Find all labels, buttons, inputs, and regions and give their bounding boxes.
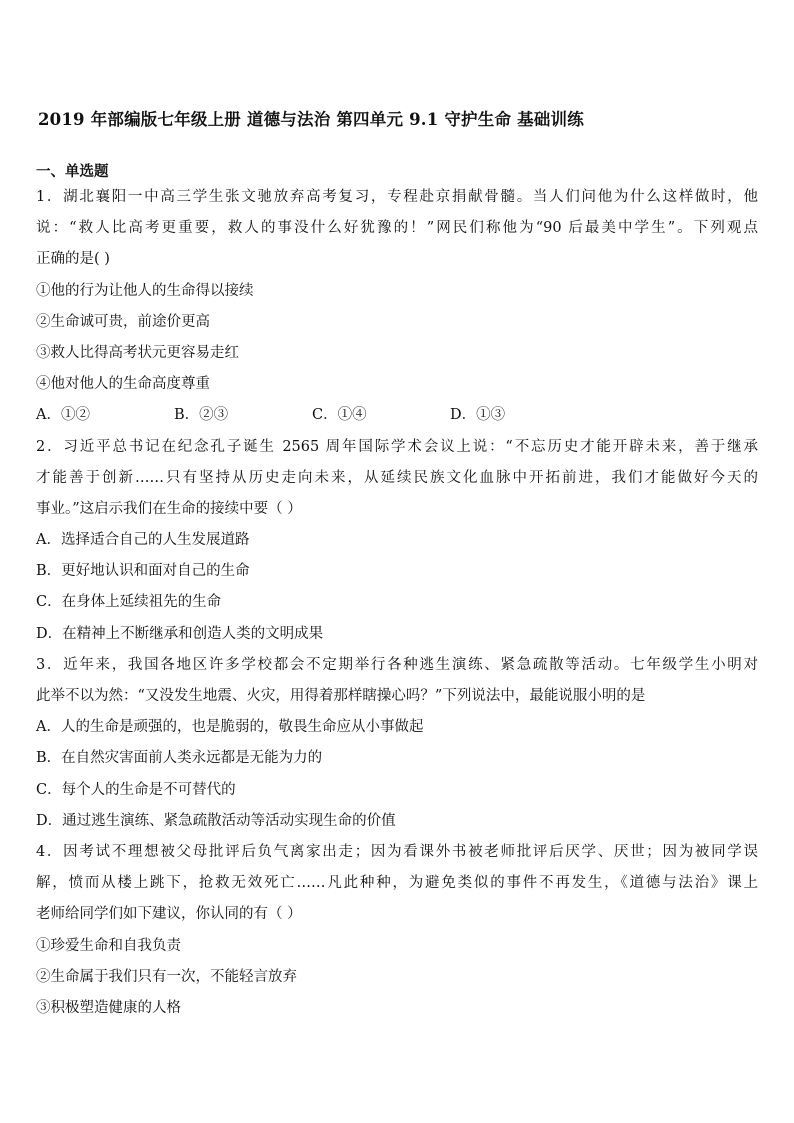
question-stem-line: 1．湖北襄阳一中高三学生张文驰放弃高考复习，专程赴京捐献骨髓。当人们问他为什么这样做时，他 bbox=[36, 189, 758, 205]
statement: ④他对他人的生命高度尊重 bbox=[36, 376, 210, 393]
question-4 bbox=[36, 839, 758, 1026]
option-d: D．在精神上不断继承和创造人类的文明成果 bbox=[36, 625, 324, 642]
option-d: D．①③ bbox=[450, 407, 506, 424]
option-row bbox=[36, 402, 758, 433]
statement: ①他的行为让他人的生命得以接续 bbox=[36, 282, 254, 299]
option-c: C．每个人的生命是不可替代的 bbox=[36, 781, 236, 798]
option-c: C．在身体上延续祖先的生命 bbox=[36, 594, 222, 611]
question-stem-line: 正确的是( ) bbox=[36, 251, 110, 268]
statement: ③积极塑造健康的人格 bbox=[36, 999, 181, 1016]
option-b: B．更好地认识和面对自己的生命 bbox=[36, 563, 250, 580]
statement: ①珍爱生命和自我负责 bbox=[36, 937, 181, 954]
question-stem-line: 解，愤而从楼上跳下，抢救无效死亡……凡此种种，为避免类似的事件不再发生，《道德与法治》课上 bbox=[36, 875, 758, 892]
question-3 bbox=[36, 652, 758, 839]
question-stem-line: 此举不以为然：“又没发生地震、火灾，用得着那样瞎操心吗？”下列说法中，最能说服小明的是 bbox=[36, 688, 646, 704]
statement: ③救人比得高考状元更容易走红 bbox=[36, 344, 239, 361]
questions-body bbox=[36, 184, 758, 1026]
question-1 bbox=[36, 184, 758, 434]
question-stem-line: 事业。”这启示我们在生命的接续中要（ ） bbox=[36, 500, 302, 517]
question-2 bbox=[36, 434, 758, 652]
option-a: A．人的生命是顽强的，也是脆弱的，敬畏生命应从小事做起 bbox=[36, 719, 424, 736]
question-stem-line: 老师给同学们如下建议，你认同的有（ ） bbox=[36, 906, 302, 923]
option-d: D．通过逃生演练、紧急疏散活动等活动实现生命的价值 bbox=[36, 812, 396, 829]
option-b: B．②③ bbox=[174, 407, 229, 424]
question-stem-line: 3．近年来，我国各地区许多学校都会不定期举行各种逃生演练、紧急疏散等活动。七年级学生小明对 bbox=[36, 656, 758, 673]
question-stem-line: 说：“救人比高考更重要，救人的事没什么好犹豫的！”网民们称他为“90 后最美中学生”。下列观点 bbox=[36, 220, 758, 237]
question-stem-line: 才能善于创新……只有坚持从历史走向未来，从延续民族文化血脉中开拓前进，我们才能做好今天的 bbox=[36, 469, 758, 486]
statement: ②生命属于我们只有一次，不能轻言放弃 bbox=[36, 968, 297, 985]
option-a: A．①② bbox=[36, 407, 90, 424]
page-title: 2019 年部编版七年级上册 道德与法治 第四单元 9.1 守护生命 基础训练 bbox=[38, 110, 584, 129]
statement: ②生命诚可贵，前途价更高 bbox=[36, 313, 210, 330]
section-heading: 一、单选题 bbox=[36, 163, 109, 180]
question-stem-line: 2．习近平总书记在纪念孔子诞生 2565 周年国际学术会议上说：“不忘历史才能开辟未来，善于继承 bbox=[36, 438, 758, 455]
option-c: C．①④ bbox=[312, 407, 367, 424]
option-b: B．在自然灾害面前人类永远都是无能为力的 bbox=[36, 750, 323, 767]
question-stem-line: 4．因考试不理想被父母批评后负气离家出走；因为看课外书被老师批评后厌学、厌世；因为被同学误 bbox=[36, 843, 758, 860]
option-a: A．选择适合自己的人生发展道路 bbox=[36, 532, 250, 549]
